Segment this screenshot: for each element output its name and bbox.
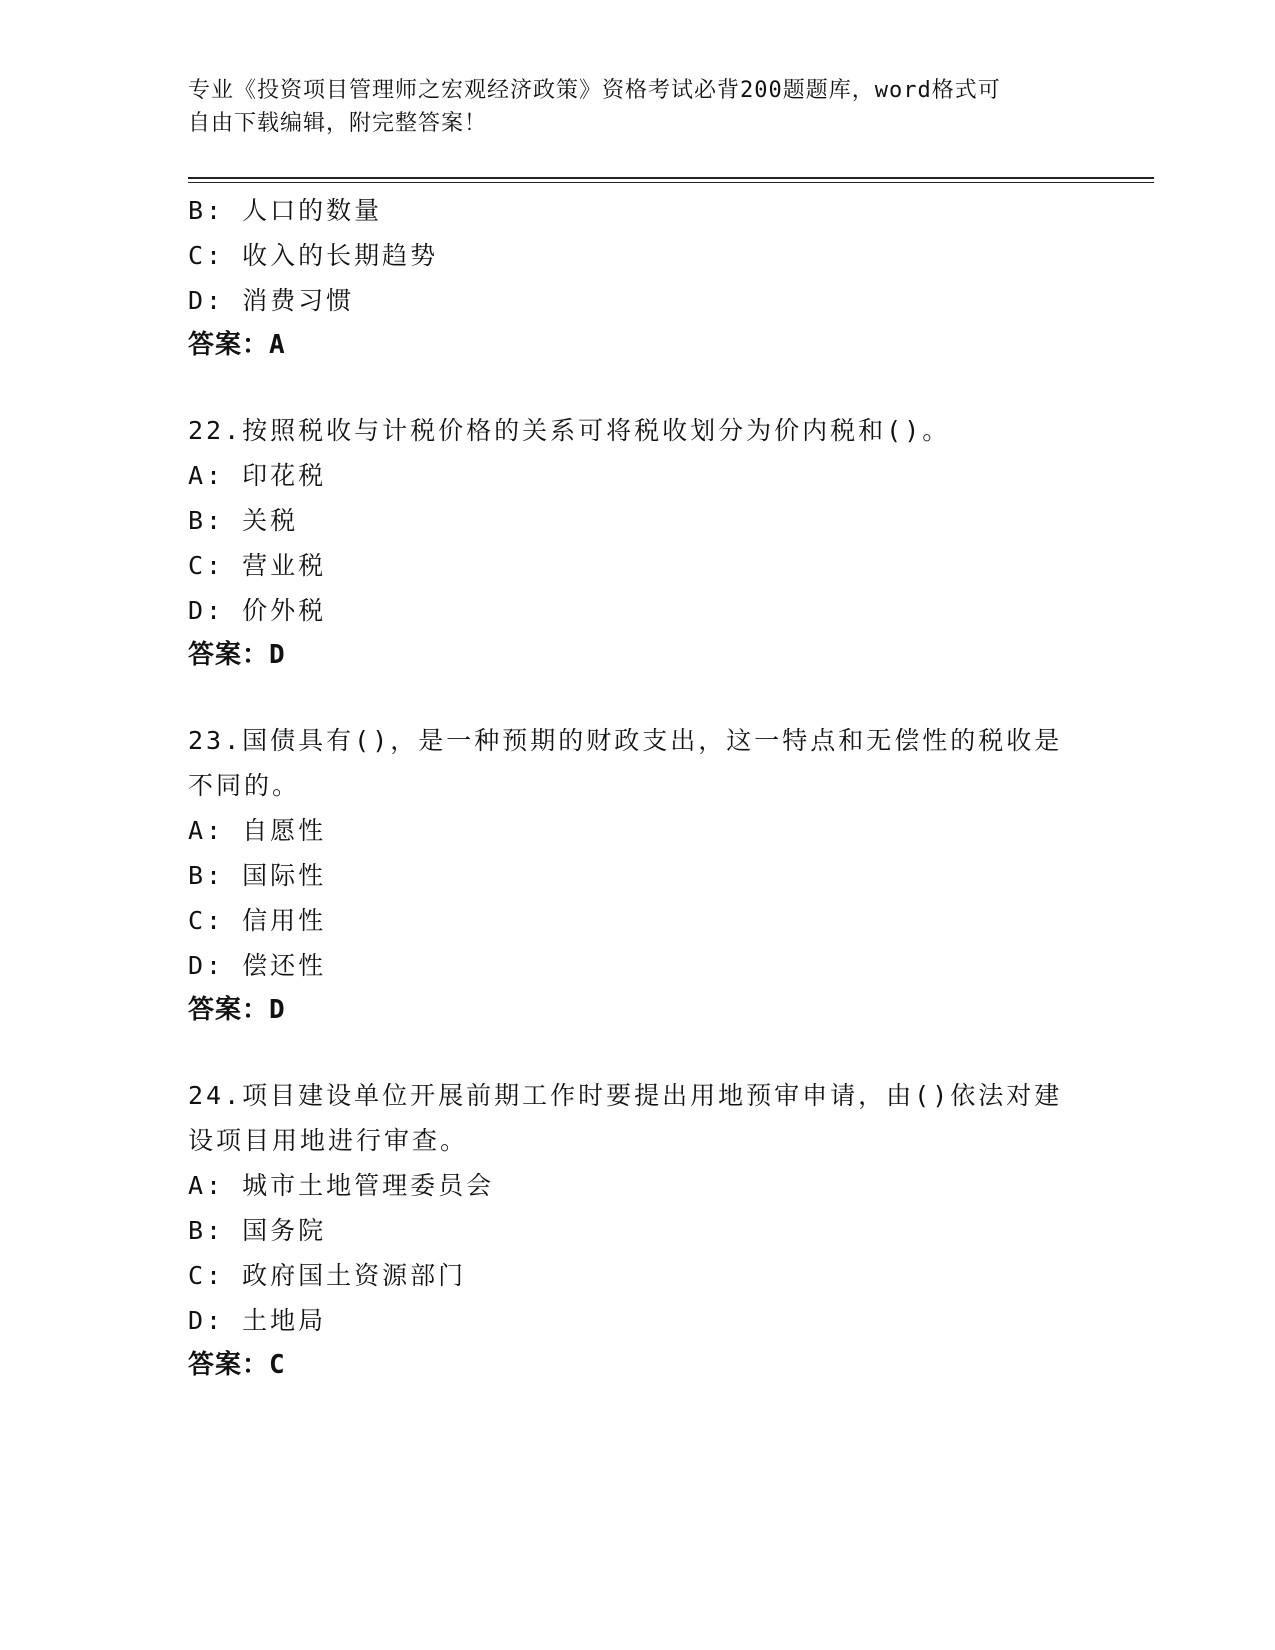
option-b: B: 国际性 <box>188 861 327 890</box>
document-body <box>188 188 1088 1388</box>
header-line-1: 专业《投资项目管理师之宏观经济政策》资格考试必背200题题库，word格式可 <box>188 78 1001 103</box>
option-c: C: 收入的长期趋势 <box>188 241 439 270</box>
option-b: B: 人口的数量 <box>188 196 383 225</box>
option-a: A: 印花税 <box>188 461 327 490</box>
question-24 <box>188 1073 1088 1388</box>
question-text: 22.按照税收与计税价格的关系可将税收划分为价内税和()。 <box>188 416 951 445</box>
option-b: B: 国务院 <box>188 1216 327 1245</box>
answer-line: 答案：D <box>188 995 286 1025</box>
question-text: 23.国债具有()，是一种预期的财政支出，这一特点和无偿性的税收是不同的。 <box>188 726 1063 800</box>
option-c: C: 信用性 <box>188 906 327 935</box>
option-d: D: 价外税 <box>188 596 327 625</box>
document-header <box>188 74 1068 140</box>
option-d: D: 消费习惯 <box>188 286 355 315</box>
question-text: 24.项目建设单位开展前期工作时要提出用地预审申请，由()依法对建设项目用地进行审查。 <box>188 1081 1063 1155</box>
option-b: B: 关税 <box>188 506 299 535</box>
option-c: C: 政府国土资源部门 <box>188 1261 467 1290</box>
question-22 <box>188 408 1088 678</box>
question-23 <box>188 718 1088 1033</box>
header-divider-top <box>188 177 1154 179</box>
answer-line: 答案：D <box>188 640 286 670</box>
header-divider-bottom <box>188 182 1154 183</box>
option-a: A: 城市土地管理委员会 <box>188 1171 495 1200</box>
option-d: D: 土地局 <box>188 1306 327 1335</box>
header-line-2: 自由下载编辑，附完整答案！ <box>188 111 488 136</box>
question-partial <box>188 188 1088 368</box>
option-d: D: 偿还性 <box>188 951 327 980</box>
answer-line: 答案：C <box>188 1350 286 1380</box>
option-c: C: 营业税 <box>188 551 327 580</box>
option-a: A: 自愿性 <box>188 816 327 845</box>
answer-line: 答案：A <box>188 330 286 360</box>
